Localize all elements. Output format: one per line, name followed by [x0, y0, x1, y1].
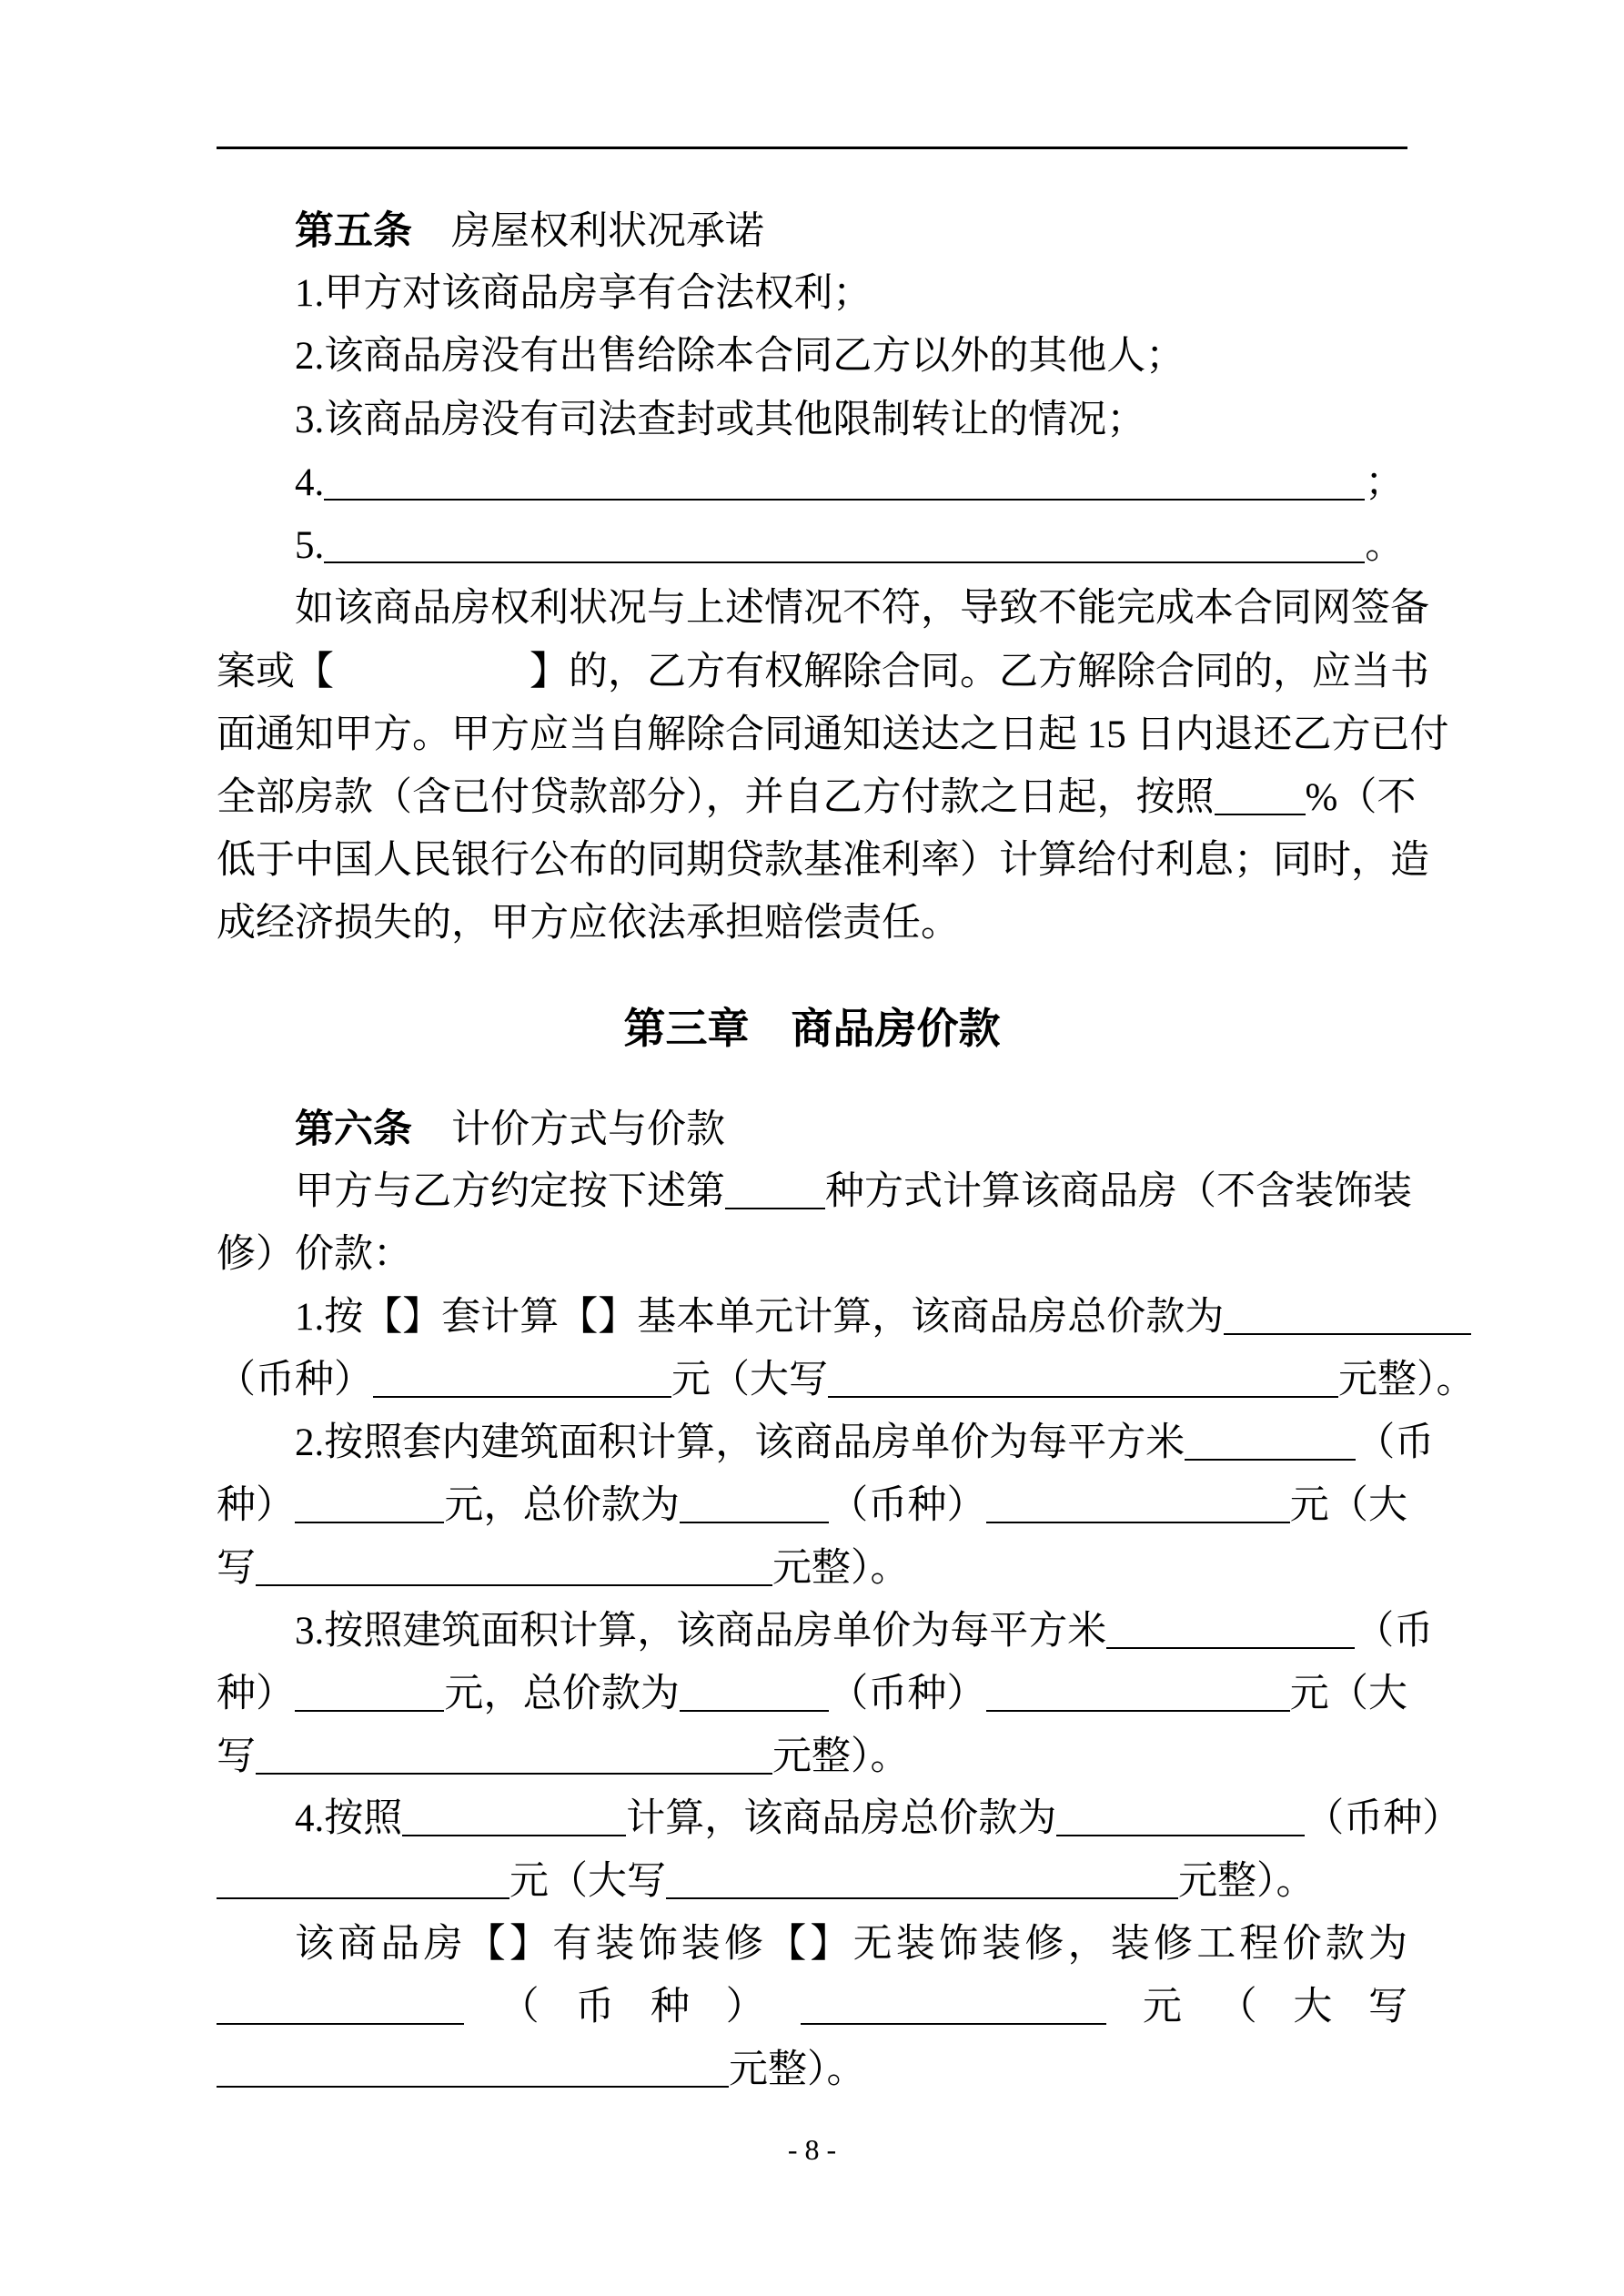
- text-line: [217, 204, 1407, 258]
- text-segment: 元（大写: [509, 1860, 666, 1903]
- text-segment: （币: [1356, 1421, 1435, 1464]
- text-segment: 2.按照套内建筑面积计算，该商品房单价为每平方米: [295, 1421, 1185, 1464]
- article-heading: 第六条: [295, 1107, 412, 1152]
- text-segment: 如该商品房权利状况与上述情况不符，导致不能完成本合同网签备: [295, 587, 1429, 630]
- text-segment: 计价方式与价款: [412, 1108, 725, 1151]
- text-segment: 5.: [295, 524, 325, 567]
- fill-in-blank[interactable]: [295, 1670, 444, 1712]
- text-segment: 写: [217, 1735, 256, 1778]
- text-segment: 甲方与乙方约定按下述第: [295, 1170, 725, 1213]
- text-segment: 元，总价款为: [444, 1673, 681, 1715]
- text-segment: 成经济损失的，甲方应依法承担赔偿责任。: [217, 902, 960, 945]
- text-line: [217, 645, 1429, 700]
- fill-in-blank[interactable]: [217, 1983, 464, 2025]
- page-number: - 8 -: [787, 2133, 837, 2166]
- text-segment: 2.该商品房没有出售给除本合同乙方以外的其他人；: [295, 335, 1185, 378]
- text-line: [217, 582, 1429, 636]
- text-line: [217, 896, 1407, 951]
- fill-in-blank[interactable]: [256, 1733, 772, 1775]
- text-segment: 1.按【】套计算【】基本单元计算，该商品房总价款为: [295, 1296, 1225, 1339]
- text-line: [217, 519, 1407, 573]
- text-line: [217, 1479, 1407, 1533]
- text-segment: 】的，乙方有权解除合同。乙方解除合同的，应当书: [530, 651, 1429, 693]
- text-line: [217, 1228, 1407, 1282]
- text-line: [217, 1667, 1407, 1722]
- text-line: [217, 834, 1429, 888]
- fill-in-blank[interactable]: [402, 1795, 626, 1836]
- text-segment: 元整）。: [729, 2048, 866, 2091]
- text-segment: 种）: [217, 1484, 296, 1527]
- text-segment: 房屋权利状况承诺: [412, 210, 764, 253]
- text-segment: 元整）。: [772, 1547, 910, 1590]
- header-rule: [217, 147, 1407, 149]
- text-line: [217, 708, 1449, 763]
- text-segment: ；: [1365, 461, 1405, 504]
- fill-in-blank[interactable]: [680, 1670, 829, 1712]
- text-segment: 写: [217, 1547, 256, 1590]
- fill-in-blank[interactable]: [828, 1356, 1338, 1398]
- text-line: [217, 456, 1407, 511]
- text-segment: 元整）。: [1178, 1860, 1316, 1903]
- text-segment: 计算，该商品房总价款为: [626, 1797, 1057, 1840]
- text-segment: 元整）。: [1338, 1359, 1476, 1401]
- fill-in-blank[interactable]: [680, 1482, 829, 1523]
- text-line: [217, 1542, 1407, 1596]
- text-line: [217, 393, 1407, 448]
- text-segment: 3.该商品房没有司法查封或其他限制转让的情况；: [295, 399, 1146, 441]
- fill-in-blank[interactable]: [1224, 1293, 1471, 1335]
- text-line: [217, 1730, 1407, 1785]
- text-line: [217, 1792, 1462, 1846]
- text-line: [217, 1416, 1435, 1471]
- text-segment: （币种）: [829, 1484, 986, 1527]
- text-segment: 1.甲方对该商品房享有合法权利；: [295, 272, 873, 315]
- text-segment: （币种）: [464, 1986, 802, 2028]
- text-segment: 元（大: [1289, 1484, 1408, 1527]
- text-line: [217, 1165, 1412, 1219]
- fill-in-blank[interactable]: [373, 1356, 671, 1398]
- text-segment: 元（大写: [671, 1359, 828, 1401]
- text-line: [217, 1604, 1434, 1659]
- text-segment: （币种）: [1305, 1797, 1462, 1840]
- text-line: [217, 1353, 1476, 1408]
- text-segment: 4.: [295, 461, 325, 504]
- text-line: [217, 1917, 1407, 1972]
- text-line: [217, 1980, 1407, 2035]
- text-segment: （币种）: [217, 1359, 373, 1401]
- fill-in-blank[interactable]: [986, 1482, 1290, 1523]
- text-line: [217, 771, 1417, 825]
- text-segment: 种方式计算该商品房（不含装饰装: [825, 1170, 1412, 1213]
- text-segment: 种）: [217, 1673, 296, 1715]
- text-line: [217, 1855, 1407, 1909]
- text-segment: 低于中国人民银行公布的同期贷款基准利率）计算给付利息；同时，造: [217, 839, 1429, 882]
- text-segment: 案或【: [217, 651, 334, 693]
- text-segment: 4.按照: [295, 1797, 403, 1840]
- text-segment: 修）价款：: [217, 1233, 412, 1276]
- text-segment: （币: [1355, 1610, 1434, 1653]
- text-segment: 3.按照建筑面积计算，该商品房单价为每平方米: [295, 1610, 1107, 1653]
- fill-in-blank[interactable]: [1056, 1795, 1305, 1836]
- text-segment: 全部房款（含已付贷款部分），并自乙方付款之日起，按照: [217, 776, 1215, 819]
- text-segment: 元（大: [1289, 1673, 1408, 1715]
- fill-in-blank[interactable]: [986, 1670, 1290, 1712]
- fill-in-blank[interactable]: [217, 2046, 729, 2088]
- text-line: [217, 267, 1407, 321]
- fill-in-blank[interactable]: [666, 1857, 1178, 1899]
- fill-in-blank[interactable]: [334, 650, 530, 690]
- fill-in-blank[interactable]: [725, 1168, 825, 1209]
- fill-in-blank[interactable]: [217, 1857, 509, 1899]
- fill-in-blank[interactable]: [324, 459, 1365, 501]
- fill-in-blank[interactable]: [256, 1544, 772, 1586]
- text-line: [217, 2043, 1407, 2098]
- fill-in-blank[interactable]: [324, 521, 1365, 563]
- text-line: [217, 329, 1407, 384]
- text-segment: 。: [1365, 524, 1405, 567]
- fill-in-blank[interactable]: [295, 1482, 444, 1523]
- fill-in-blank[interactable]: [1185, 1419, 1356, 1461]
- text-line: [217, 1290, 1407, 1345]
- text-segment: 面通知甲方。甲方应当自解除合同通知送达之日起 15 日内退还乙方已付: [217, 713, 1449, 756]
- article-heading: 第五条: [295, 208, 412, 254]
- text-line: [217, 1102, 1407, 1157]
- text-segment: （币种）: [829, 1673, 986, 1715]
- text-segment: 该商品房【】有装饰装修【】无装饰装修，装修工程价款为: [295, 1923, 1407, 1966]
- fill-in-blank[interactable]: [801, 1983, 1106, 2025]
- text-segment: 元，总价款为: [444, 1484, 681, 1527]
- chapter-title: 第三章 商品房价款: [623, 1004, 1001, 1053]
- fill-in-blank[interactable]: [1215, 774, 1306, 815]
- text-segment: %（不: [1305, 776, 1417, 819]
- fill-in-blank[interactable]: [1106, 1607, 1355, 1649]
- text-segment: 元（大写: [1106, 1986, 1408, 2028]
- text-segment: 元整）。: [772, 1735, 910, 1778]
